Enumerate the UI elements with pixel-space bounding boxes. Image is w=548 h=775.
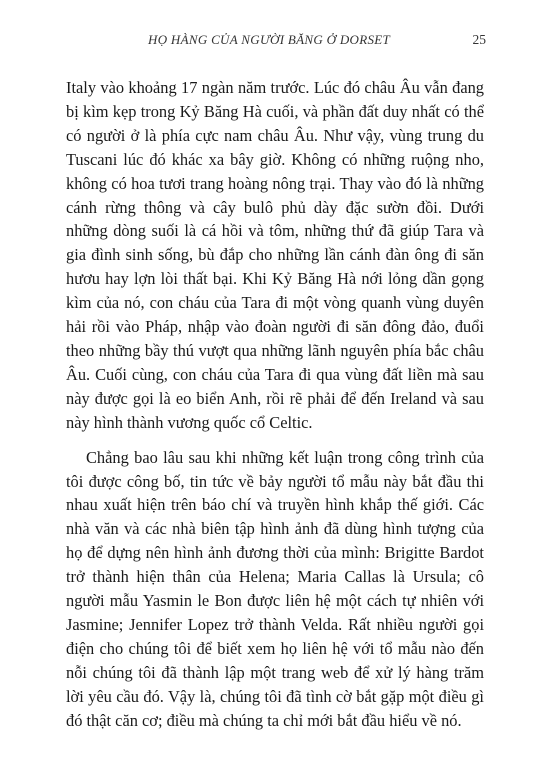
running-header: [0, 32, 548, 52]
paragraph: Chẳng bao lâu sau khi những kết luận trong công trình của tôi được công bố, tin tức về bảy người tổ mẫu này bắt đầu thi nhau xuất hiện trên báo chí và truyền hình khắp thế giới. Các nhà văn và các nhà biên tập hình ảnh đã dùng hình tượng của họ để dựng nên hình ảnh đương thời của mình: Brigitte Bardot trở thành hiện thân của Helena; Maria Callas là Ursula; cô người mẫu Yasmin le Bon được liên hệ một cách tự nhiên với Jasmine; Jennifer Lopez trở thành Velda. Rất nhiều người gọi điện cho chúng tôi để biết xem họ liên hệ với tổ mẫu nào đến nỗi chúng tôi đã thành lập một trang web để xử lý hàng trăm lời yêu cầu đó. Vậy là, chúng tôi đã tình cờ bắt gặp một điều gì đó thật căn cơ; điều mà chúng ta chỉ mới bắt đầu hiểu về nó.: [66, 447, 484, 730]
page-number: 25: [472, 32, 486, 47]
running-title: HỌ HÀNG CỦA NGƯỜI BĂNG Ở DORSET: [148, 32, 391, 47]
body-text: [66, 76, 484, 732]
paragraph-continued: Italy vào khoảng 17 ngàn năm trước. Lúc đó châu Âu vẫn đang bị kìm kẹp trong Kỷ Băng Hà cuối, và phần đất duy nhất có thể có người ở là phía cực nam châu Âu. Như vậy, vùng trung du Tuscani lúc đó khác xa bây giờ. Không có những ruộng nho, không có hoa tươi trang hoàng nông trại. Thay vào đó là những cánh rừng thông và cây bulô phủ dày đặc sườn đồi. Dưới những dòng suối là cá hồi và tôm, những thứ đã giúp Tara và gia đình sinh sống, bù đắp cho những lần cánh đàn ông đi săn hươu hay lợn lòi thất bại. Khi Kỷ Băng Hà nới lỏng dần gọng kìm của nó, con cháu của Tara đi một vòng quanh vùng duyên hải rồi vào Pháp, nhập vào đoàn người đi săn đông đảo, đuổi theo những bầy thú vượt qua những lãnh nguyên phía bắc châu Âu. Cuối cùng, con cháu của Tara đi qua vùng đất liền mà sau này được gọi là eo biển Anh, rồi rẽ phải để đến Ireland và sau này hình thành vương quốc cổ Celtic.: [66, 78, 484, 432]
